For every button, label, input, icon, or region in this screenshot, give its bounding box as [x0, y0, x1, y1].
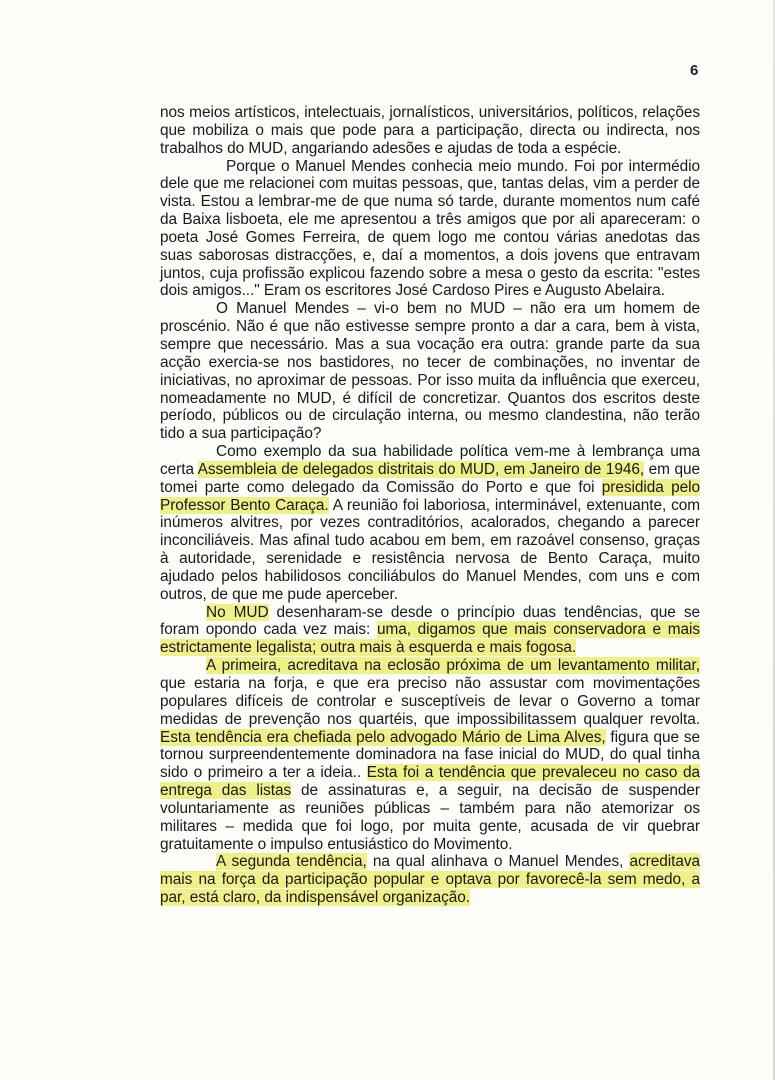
paragraph — [160, 657, 700, 853]
paragraph — [160, 300, 700, 443]
text-segment: nos meios artísticos, intelectuais, jornalísticos, universitários, políticos, relações que mobiliza o mais que pode para a participação, directa ou indirecta, nos trabalhos do MUD, angariando adesões e ajudas de toda a espécie. — [160, 104, 700, 157]
paragraph — [160, 104, 700, 158]
paragraph — [160, 158, 700, 301]
paragraph — [160, 443, 700, 604]
highlighted-text: A primeira, acreditava na eclosão próxima de um levantamento militar, — [206, 657, 700, 675]
highlighted-text: presidida pelo Professor Bento Caraça. — [160, 478, 700, 514]
body-text — [160, 104, 700, 907]
page-number: 6 — [690, 62, 699, 79]
paragraph — [160, 604, 700, 658]
text-segment: figura que se tornou surpreendentemente dominadora na fase inicial do MUD, do qual tinha sido o primeiro a ter a ideia.. — [160, 728, 700, 782]
paragraph — [160, 853, 700, 907]
highlighted-text: acreditava mais na força da participação popular e optava por favorecê-la sem medo, a par, está claro, da indispensável organização. — [160, 853, 700, 907]
text-segment: Como exemplo da sua habilidade política vem-me à lembrança uma certa — [160, 443, 700, 478]
text-segment: desenharam-se desde o princípio duas tendências, que se foram opondo cada vez mais: — [160, 603, 700, 639]
text-segment: A reunião foi laboriosa, interminável, extenuante, com inúmeros alvitres, por vezes contraditórios, acalorados, chegando a parecer inconciliáveis. Mas afinal tudo acabou em bem, em razoável consenso, graças à autoridade, serenidade e resistência nervosa de Bento Caraça, muito ajudado pelos habilidosos conciliábulos do Manuel Mendes, com uns e com outros, de que me pude aperceber. — [160, 496, 701, 603]
text-segment: de assinaturas e, a seguir, na decisão de suspender voluntariamente as reuniões públicas – também para não atemorizar os militares – medida que foi logo, por muita gente, acusada de vir quebrar gratuitamente o impulso entusiástico do Movimento. — [160, 782, 700, 853]
text-segment: em que tomei parte como delegado da Comissão do Porto e que foi — [160, 460, 700, 496]
highlighted-text: A segunda tendência, — [216, 853, 367, 871]
text-segment: na qual alinhava o Manuel Mendes, — [366, 853, 630, 871]
highlighted-text: Esta foi a tendência que prevaleceu no caso da entrega das listas — [160, 764, 700, 800]
text-segment: O Manuel Mendes – vi-o bem no MUD – não era um homem de proscénio. Não é que não estivesse sempre pronto a dar a cara, bem à vista, sempre que necessário. Mas a sua vocação era outra: grande parte da sua acção exercia-se nos bastidores, no tecer de combinações, no inventar de iniciativas, no aproximar de pessoas. Por isso muita da influência que exerceu, nomeadamente no MUD, é difícil de concretizar. Quantos dos escritos deste período, públicos ou de circulação interna, ou mesmo clandestina, não terão tido a sua participação? — [160, 300, 700, 443]
highlighted-text: uma, digamos que mais conservadora e mais estrictamente legalista; outra mais à esquerda e mais fogosa. — [160, 621, 700, 657]
text-segment: Porque o Manuel Mendes conhecia meio mundo. Foi por intermédio dele que me relacionei com muitas pessoas, que, tantas delas, vim a perder de vista. Estou a lembrar-me de que numa só tarde, durante momentos num café da Baixa lisboeta, ele me apresentou a três amigos que por ali apareceram: o poeta José Gomes Ferreira, de quem logo me contou várias anedotas das suas saborosas distracções, e, daí a momentos, a dois jovens que entravam juntos, cuja profissão explicou fazendo sobre a mesa o gesto da escrita: "estes dois amigos..." Eram os escritores José Cardoso Pires e Augusto Abelaira. — [160, 157, 700, 300]
highlighted-text: Esta tendência era chefiada pelo advogado Mário de Lima Alves, — [160, 728, 606, 746]
text-segment: que estaria na forja, e que era preciso não assustar com movimentações populares difíceis de controlar e susceptíveis de levar o Governo a tomar medidas de prevenção nos quartéis, que impossibilitassem qualquer revolta. — [160, 675, 700, 728]
highlighted-text: Assembleia de delegados distritais do MUD, em Janeiro de 1946, — [197, 460, 645, 478]
highlighted-text: No MUD — [206, 603, 269, 621]
